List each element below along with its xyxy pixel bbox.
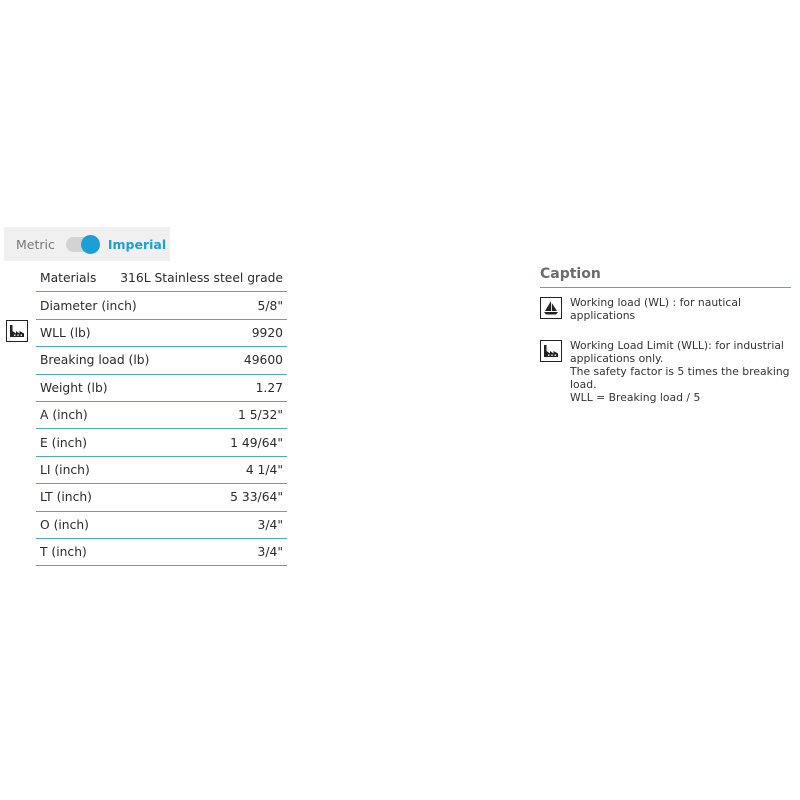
caption-line: Working Load Limit (WLL): for industrial applications only. [570, 339, 784, 365]
table-row [36, 457, 287, 484]
row-value: 3/4" [257, 545, 283, 560]
caption-line: The safety factor is 5 times the breaking load. [570, 365, 790, 391]
specs-table [36, 265, 287, 566]
table-row [36, 265, 287, 292]
row-label: T (inch) [40, 545, 87, 560]
caption-item-wl [540, 296, 791, 322]
caption-title: Caption [540, 266, 791, 288]
factory-icon [540, 340, 562, 362]
row-value: 4 1/4" [245, 462, 283, 477]
row-label: A (inch) [40, 408, 88, 423]
table-row [36, 292, 287, 319]
imperial-label[interactable]: Imperial [107, 236, 167, 252]
row-label: Materials [40, 271, 97, 286]
row-label: Diameter (inch) [40, 298, 137, 313]
switch-knob [81, 235, 100, 254]
table-row [36, 429, 287, 456]
caption-panel [540, 266, 791, 404]
row-label: LT (inch) [40, 490, 92, 505]
table-row [36, 512, 287, 539]
row-value: 49600 [243, 353, 283, 368]
caption-item-wll [540, 339, 791, 404]
row-label: O (inch) [40, 517, 89, 532]
metric-label[interactable]: Metric [16, 236, 55, 252]
row-value: 1 5/32" [237, 408, 283, 423]
row-value: 316L Stainless steel grade [120, 271, 283, 286]
table-row [36, 320, 287, 347]
row-value: 5 33/64" [230, 490, 283, 505]
row-value: 9920 [251, 325, 283, 340]
row-value: 1 49/64" [230, 435, 283, 450]
unit-switch[interactable] [66, 237, 98, 252]
table-row [36, 402, 287, 429]
table-row [36, 539, 287, 566]
row-label: Weight (lb) [40, 380, 108, 395]
table-row [36, 375, 287, 402]
row-label: Breaking load (lb) [40, 353, 150, 368]
table-row [36, 484, 287, 511]
caption-line: WLL = Breaking load / 5 [570, 391, 701, 404]
row-label: E (inch) [40, 435, 88, 450]
caption-line: Working load (WL) : for nautical applications [570, 296, 741, 322]
row-value: 1.27 [255, 380, 283, 395]
factory-icon [6, 320, 28, 342]
row-value: 5/8" [257, 298, 283, 313]
unit-toggle [4, 227, 170, 261]
row-label: LI (inch) [40, 462, 90, 477]
row-label: WLL (lb) [40, 325, 91, 340]
table-row [36, 347, 287, 374]
caption-text-wl [570, 296, 791, 322]
caption-text-wll [570, 339, 791, 404]
row-value: 3/4" [257, 517, 283, 532]
sailboat-icon [540, 297, 562, 319]
